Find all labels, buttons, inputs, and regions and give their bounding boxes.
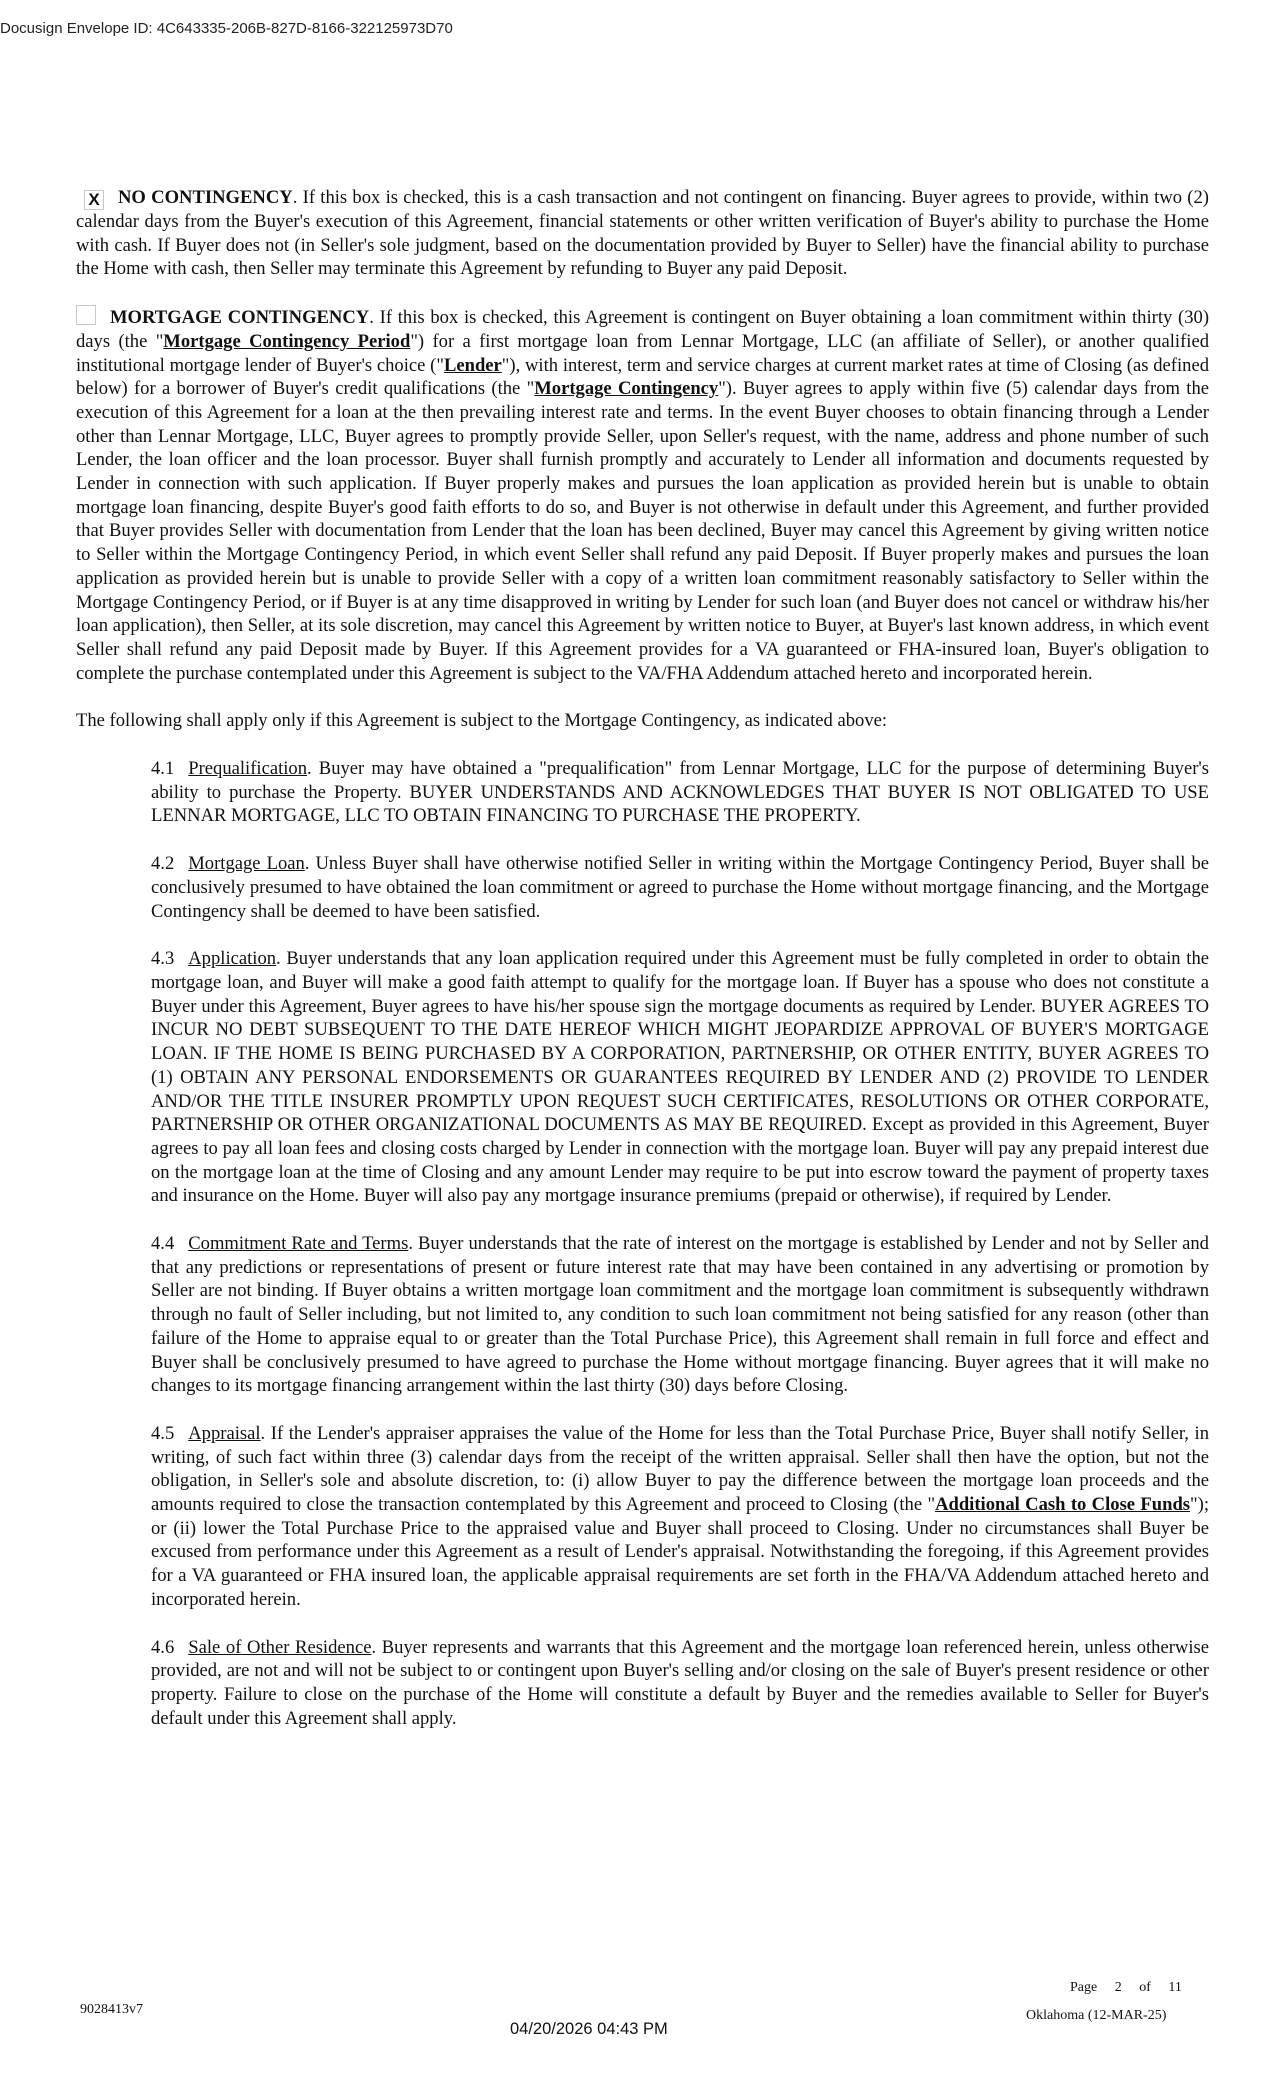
document-body — [76, 186, 1209, 1730]
mortgage-contingency-text-3: "), with interest, term and service charges at current market rates at time of Closing (as defined below) for a borrower of Buyer's credit qualifications (the " — [76, 354, 1210, 400]
section-4-3 — [151, 947, 1209, 1208]
section-text: . Buyer may have obtained a "prequalification" from Lennar Mortgage, LLC for the purpose of determining Buyer's ability to purchase the Property. BUYER UNDERSTANDS AND ACKNOWLEDGES THAT BUYER IS NOT OBLIGATED TO USE LENNAR MORTGAGE, LLC TO OBTAIN FINANCING TO PURCHASE THE PROPERTY. — [151, 758, 1209, 827]
state-form-label: Oklahoma (12-MAR-25) — [1026, 2008, 1167, 2023]
of-label: of — [1139, 1980, 1151, 1995]
no-contingency-checkbox[interactable]: X — [84, 190, 104, 210]
section-number: 4.4 — [151, 1233, 175, 1255]
signature-datetime: 04/20/2026 04:43 PM — [510, 2020, 668, 2038]
no-contingency-paragraph — [76, 186, 1209, 281]
section-title: Commitment Rate and Terms — [188, 1233, 409, 1255]
mortgage-contingency-heading: MORTGAGE CONTINGENCY — [110, 307, 370, 329]
envelope-id: Docusign Envelope ID: 4C643335-206B-827D-8166-322125973D70 — [0, 20, 453, 37]
section-title: Sale of Other Residence — [188, 1636, 372, 1658]
no-contingency-heading: NO CONTINGENCY — [118, 187, 293, 208]
page-total: 11 — [1168, 1980, 1182, 1995]
mortgage-contingency-checkbox[interactable] — [76, 305, 96, 325]
mortgage-contingency-paragraph — [76, 305, 1209, 685]
defined-term-mortgage-contingency-period: Mortgage Contingency Period — [163, 330, 411, 352]
section-4-2 — [151, 852, 1209, 923]
defined-term-mortgage-contingency: Mortgage Contingency — [534, 378, 719, 400]
section-number: 4.3 — [151, 948, 175, 970]
mortgage-contingency-text-2: ") for a first mortgage loan from Lennar Mortgage, LLC (an affiliate of Seller), or another qualified institutional mortgage lender of Buyer's choice (" — [76, 330, 1209, 376]
section-text-after: "); or (ii) lower the Total Purchase Price to the appraised value and Buyer shall proceed to Closing. Under no circumstances shall Buyer be excused from performance under this Agreement as a result of Lender's appraisal. Notwithstanding the foregoing, if this Agreement provides for a VA guaranteed or FHA insured loan, the applicable appraisal requirements are set forth in the FHA/VA Addendum attached hereto and incorporated herein. — [151, 1494, 1209, 1610]
section-text: . Buyer represents and warrants that this Agreement and the mortgage loan referenced herein, unless otherwise provided, are not and will not be subject to or contingent upon Buyer's selling and/or closing on the sale of Buyer's present residence or other property. Failure to close on the purchase of the Home will constitute a default by Buyer and the remedies available to Seller for Buyer's default under this Agreement shall apply. — [151, 1636, 1209, 1729]
mortgage-contingency-text-4: "). Buyer agrees to apply within five (5) calendar days from the execution of this Agreement for a loan at the then prevailing interest rate and terms. In the event Buyer chooses to obtain financing through a Lender other than Lennar Mortgage, LLC, Buyer agrees to promptly provide Seller, upon Seller's request, with the name, address and phone number of such Lender, the loan officer and the loan processor. Buyer shall furnish promptly and accurately to Lender all information and documents requested by Lender in connection with such application. If Buyer properly makes and pursues the loan application as provided herein but is unable to obtain mortgage loan financing, despite Buyer's good faith efforts to do so, and Buyer is not otherwise in default under this Agreement, and further provided that Buyer provides Seller with documentation from Lender that the loan has been declined, Buyer may cancel this Agreement by giving written notice to Seller within the Mortgage Contingency Period, in which event Seller shall refund any paid Deposit. If Buyer properly makes and pursues the loan application as provided herein but is unable to provide Seller with a copy of a written loan commitment reasonably satisfactory to Seller within the Mortgage Contingency Period, or if Buyer is at any time disapproved in writing by Lender for such loan (and Buyer does not cancel or withdraw his/her loan application), then Seller, at its sole discretion, may cancel this Agreement by written notice to Buyer, at Buyer's last known address, in which event Seller shall refund any paid Deposit made by Buyer. If this Agreement provides for a VA guaranteed or FHA-insured loan, Buyer's obligation to complete the purchase contemplated under this Agreement is subject to the VA/FHA Addendum attached hereto and incorporated herein. — [76, 378, 1209, 684]
no-contingency-text: . If this box is checked, this is a cash transaction and not contingent on financing. Buyer agrees to provide, within two (2) calendar days from the Buyer's execution of this Agreement, financial statements or other written verification of Buyer's ability to purchase the Home with cash. If Buyer does not (in Seller's sole judgment, based on the documentation provided by Buyer to Seller) have the financial ability to purchase the Home with cash, then Seller may terminate this Agreement by refunding to Buyer any paid Deposit. — [76, 187, 1209, 280]
section-number: 4.6 — [151, 1636, 175, 1658]
section-text: . Buyer understands that the rate of interest on the mortgage is established by Lender and not by Seller and that any predictions or representations of present or future interest rate that may have been contained in any advertising or promotion by Seller are not binding. If Buyer obtains a written mortgage loan commitment and the mortgage loan commitment is subsequently withdrawn through no fault of Seller including, but not limited to, any condition to such loan commitment not being satisfied for any reason (other than failure of the Home to appraise equal to or greater than the Total Purchase Price), this Agreement shall remain in full force and effect and Buyer shall be conclusively presumed to have agreed to purchase the Home without mortgage financing. Buyer agrees that it will make no changes to its mortgage financing arrangement within the last thirty (30) days before Closing. — [151, 1233, 1209, 1397]
section-4-1 — [151, 757, 1209, 828]
mortgage-contingency-text-1: . If this box is checked, this Agreement is contingent on Buyer obtaining a loan commitment within thirty (30) days (the " — [76, 307, 1210, 352]
section-text: . If the Lender's appraiser appraises the value of the Home for less than the Total Purchase Price, Buyer shall notify Seller, in writing, of such fact within three (3) calendar days from the receipt of the written appraisal. Seller shall then have the option, but not the obligation, in Seller's sole and absolute discretion, to: (i) allow Buyer to pay the difference between the mortgage loan proceeds and the amounts required to close the transaction contemplated by this Agreement and proceed to Closing (the " — [151, 1422, 1209, 1516]
section-number: 4.5 — [151, 1422, 175, 1444]
defined-term-lender: Lender — [443, 354, 502, 376]
page-number: 2 — [1114, 1980, 1122, 1995]
defined-term-additional-cash-to-close-funds: Additional Cash to Close Funds — [935, 1494, 1191, 1516]
section-text: . Unless Buyer shall have otherwise notified Seller in writing within the Mortgage Contingency Period, Buyer shall be conclusively presumed to have obtained the loan commitment or agreed to purchase the Home without mortgage financing, and the Mortgage Contingency shall be deemed to have been satisfied. — [151, 853, 1210, 922]
section-number: 4.2 — [151, 853, 175, 875]
page-label: Page — [1070, 1980, 1098, 1995]
section-title: Application — [188, 948, 277, 970]
section-title: Prequalification — [188, 758, 308, 780]
document-code: 9028413v7 — [80, 2002, 143, 2017]
section-text: . Buyer understands that any loan application required under this Agreement must be fully completed in order to obtain the mortgage loan, and Buyer will make a good faith attempt to qualify for the mortgage loan. If Buyer has a spouse who does not constitute a Buyer under this Agreement, Buyer agrees to have his/her spouse sign the mortgage documents as required by Lender. BUYER AGREES TO INCUR NO DEBT SUBSEQUENT TO THE DATE HEREOF WHICH MIGHT JEOPARDIZE APPROVAL OF BUYER'S MORTGAGE LOAN. IF THE HOME IS BEING PURCHASED BY A CORPORATION, PARTNERSHIP, OR OTHER ENTITY, BUYER AGREES TO (1) OBTAIN ANY PERSONAL ENDORSEMENTS OR GUARANTEES REQUIRED BY LENDER AND (2) PROVIDE TO LENDER AND/OR THE TITLE INSURER PROMPTLY UPON REQUEST SUCH CERTIFICATES, RESOLUTIONS OR OTHER CORPORATE, PARTNERSHIP OR OTHER ORGANIZATIONAL DOCUMENTS AS MAY BE REQUIRED. Except as provided in this Agreement, Buyer agrees to pay all loan fees and closing costs charged by Lender in connection with the mortgage loan. Buyer will pay any prepaid interest due on the mortgage loan at the time of Closing and any amount Lender may require to be put into escrow toward the payment of property taxes and insurance on the Home. Buyer will also pay any mortgage insurance premiums (prepaid or otherwise), if required by Lender. — [151, 948, 1209, 1207]
section-4-6 — [151, 1636, 1209, 1731]
intro-paragraph: The following shall apply only if this Agreement is subject to the Mortgage Contingency, as indicated above: — [76, 710, 888, 732]
section-4-4 — [151, 1232, 1209, 1398]
page-indicator — [1070, 1980, 1182, 1996]
section-number: 4.1 — [151, 758, 175, 780]
section-title: Mortgage Loan — [188, 853, 305, 875]
section-4-5 — [151, 1422, 1209, 1612]
section-title: Appraisal — [188, 1422, 261, 1444]
